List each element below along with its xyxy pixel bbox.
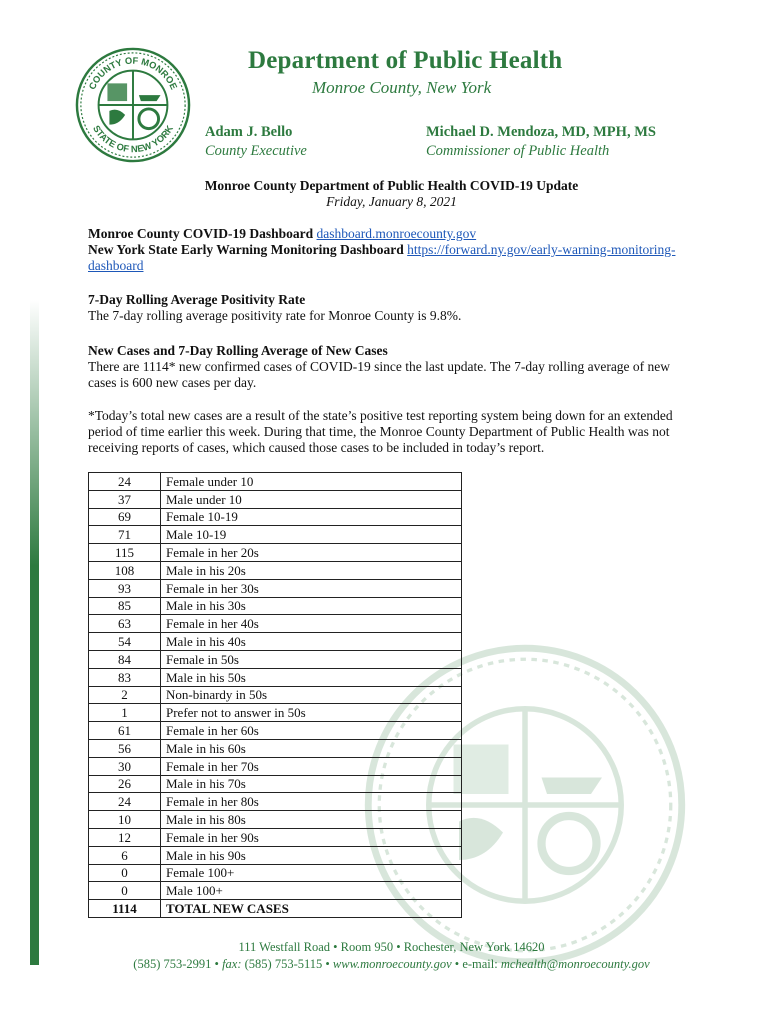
demographic-cell: Female in her 60s [161,722,462,740]
positivity-heading: 7-Day Rolling Average Positivity Rate [88,292,306,307]
department-subtitle: Monroe County, New York [312,78,492,97]
decorative-left-bar [30,300,39,965]
case-count-cell: 69 [89,508,161,526]
demographic-cell: Female in her 30s [161,579,462,597]
case-count-cell: 115 [89,544,161,562]
update-title: Monroe County Department of Public Health COVID-19 Update [204,178,579,193]
footer-phone: (585) 753-2991 [133,957,212,971]
demographic-cell: Female in her 40s [161,615,462,633]
demographic-cell: Male in his 30s [161,597,462,615]
seal-text-bottom: STATE OF NEW YORK [91,123,175,155]
table-row [89,508,462,526]
footer-contact: (585) 753-2991 • fax: (585) 753-5115 • www.monroecounty.gov • e-mail: mchealth@monroecounty.gov [133,957,650,971]
table-row [89,828,462,846]
demographic-cell: Male 100+ [161,882,462,900]
case-count-cell: 83 [89,668,161,686]
case-count-cell: 71 [89,526,161,544]
demographic-cell: Female 10-19 [161,508,462,526]
footer-address: 111 Westfall Road • Room 950 • Rochester, New York 14620 [238,940,545,954]
table-row [89,650,462,668]
table-row [89,686,462,704]
case-count-cell: 6 [89,846,161,864]
county-dashboard-link[interactable]: dashboard.monroecounty.gov [316,226,477,241]
county-executive-name: Adam J. Bello [205,124,293,140]
table-row [89,490,462,508]
footer-website[interactable]: www.monroecounty.gov [332,957,452,971]
table-row [89,526,462,544]
table-row [89,544,462,562]
demographic-cell: Male in his 90s [161,846,462,864]
note-section [88,408,698,456]
case-count-cell: 61 [89,722,161,740]
commissioner-title: Commissioner of Public Health [426,143,610,159]
case-count-cell: 1 [89,704,161,722]
demographic-cell: Male in his 20s [161,561,462,579]
footer-email-label: e-mail: [462,957,498,971]
total-count: 1114 [89,900,161,918]
county-executive-block [205,123,307,161]
demographic-cell: Female under 10 [161,473,462,491]
commissioner-block [426,123,656,161]
commissioner-name: Michael D. Mendoza, MD, MPH, MS [426,124,656,140]
case-count-cell: 108 [89,561,161,579]
demographic-cell: Male in his 40s [161,633,462,651]
case-count-cell: 63 [89,615,161,633]
demographic-cell: Male under 10 [161,490,462,508]
footer-email[interactable]: mchealth@monroecounty.gov [500,957,650,971]
table-row [89,668,462,686]
table-row [89,597,462,615]
demographic-cell: Female in her 80s [161,793,462,811]
new-cases-heading: New Cases and 7-Day Rolling Average of New Cases [88,343,388,358]
demographic-cell: Male in his 50s [161,668,462,686]
table-row [89,864,462,882]
new-cases-section [88,343,698,391]
table-row [89,775,462,793]
table-row [89,561,462,579]
positivity-text: The 7-day rolling average positivity rate for Monroe County is 9.8%. [88,308,462,323]
case-count-cell: 56 [89,739,161,757]
footer-fax: (585) 753-5115 [244,957,323,971]
case-count-cell: 93 [89,579,161,597]
case-count-cell: 37 [89,490,161,508]
case-count-cell: 0 [89,882,161,900]
case-count-cell: 12 [89,828,161,846]
state-dashboard-link[interactable]: https://forward.ny.gov/early-warning-monitoring-dashboard [88,242,676,273]
note-text: *Today’s total new cases are a result of the state’s positive test reporting system being down for an extended period of time earlier this week. During that time, the Monroe County Department of Public Health was not receiving reports of cases, which caused those cases to be included in today’s report. [88,408,673,455]
table-row [89,615,462,633]
case-count-cell: 26 [89,775,161,793]
department-title: Department of Public Health [248,47,563,74]
update-date: Friday, January 8, 2021 [326,194,457,209]
dashboards-section [88,226,698,274]
cases-table [88,472,462,918]
county-seal-logo [74,46,192,164]
case-count-cell: 24 [89,473,161,491]
table-row [89,473,462,491]
case-count-cell: 30 [89,757,161,775]
demographic-cell: Male in his 60s [161,739,462,757]
demographic-cell: Non-binardy in 50s [161,686,462,704]
demographic-cell: Female in 50s [161,650,462,668]
table-row [89,846,462,864]
state-dashboard-label: New York State Early Warning Monitoring Dashboard [88,242,404,257]
case-count-cell: 2 [89,686,161,704]
table-row [89,704,462,722]
demographic-cell: Male 10-19 [161,526,462,544]
case-count-cell: 54 [89,633,161,651]
table-row [89,722,462,740]
table-row [89,633,462,651]
footer-fax-label: fax: [222,957,242,971]
demographic-cell: Male in his 70s [161,775,462,793]
case-count-cell: 85 [89,597,161,615]
table-row [89,757,462,775]
table-row [89,793,462,811]
table-total-row [89,900,462,918]
case-count-cell: 84 [89,650,161,668]
table-row [89,882,462,900]
demographic-cell: Female 100+ [161,864,462,882]
table-row [89,739,462,757]
total-label: TOTAL NEW CASES [161,900,462,918]
seal-text-top: COUNTY OF MONROE [87,55,179,92]
new-cases-text: There are 1114* new confirmed cases of COVID-19 since the last update. The 7-day rolling average of new cases is 600 new cases per day. [88,359,671,390]
case-count-cell: 10 [89,811,161,829]
table-row [89,579,462,597]
case-count-cell: 0 [89,864,161,882]
cases-table-body [89,473,462,918]
positivity-section [88,292,698,324]
county-dashboard-label: Monroe County COVID-19 Dashboard [88,226,314,241]
county-executive-title: County Executive [205,143,307,159]
case-count-cell: 24 [89,793,161,811]
demographic-cell: Female in her 20s [161,544,462,562]
demographic-cell: Male in his 80s [161,811,462,829]
table-row [89,811,462,829]
demographic-cell: Female in her 70s [161,757,462,775]
demographic-cell: Prefer not to answer in 50s [161,704,462,722]
demographic-cell: Female in her 90s [161,828,462,846]
